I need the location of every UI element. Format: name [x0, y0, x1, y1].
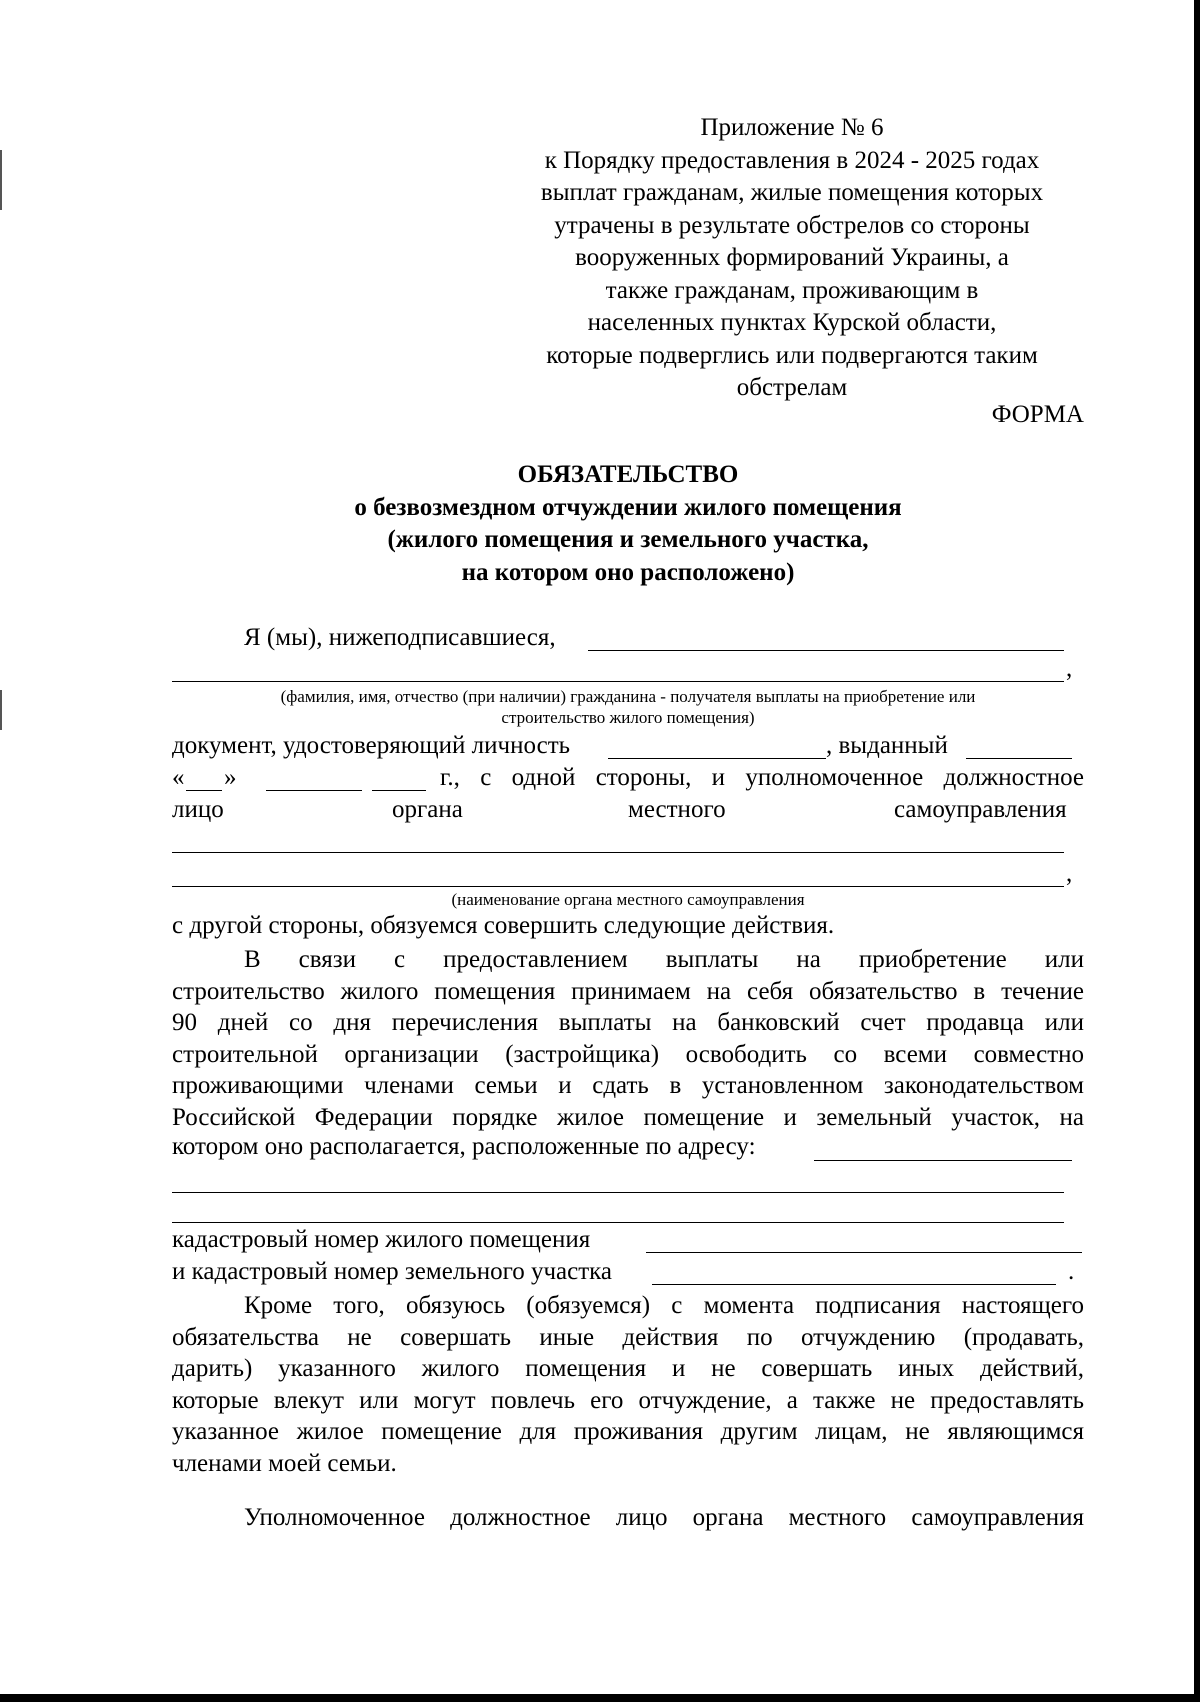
paragraph-line: обязательства не совершать иные действия по отчуждению (продавать, [172, 1323, 1084, 1351]
issued-by-field[interactable] [966, 758, 1072, 759]
scan-edge-right [1194, 0, 1200, 1702]
appendix-line: которые подверглись или подвергаются таким [546, 341, 1038, 369]
authority-name-field-cont[interactable] [172, 886, 1064, 887]
address-field[interactable] [814, 1160, 1072, 1161]
appendix-line: также гражданам, проживающим в [605, 276, 979, 304]
address-label: котором оно располагается, расположенные по адресу: [172, 1133, 756, 1160]
authority-name-field[interactable] [172, 852, 1064, 853]
citizen-name-field[interactable] [172, 681, 1064, 682]
undersigned-name-field[interactable] [588, 650, 1064, 651]
issued-label: , выданный [826, 732, 948, 759]
paragraph-line: членами моей семьи. [172, 1449, 397, 1477]
comma: , [1066, 860, 1073, 887]
id-document-field[interactable] [608, 758, 826, 759]
title-line: (жилого помещения и земельного участка, [387, 526, 869, 553]
caption-authority: (наименование органа местного самоуправления [451, 890, 805, 909]
appendix-line: утрачены в результате обстрелов со стороны [554, 211, 1030, 239]
official-word: местного [628, 796, 726, 823]
caption-citizen: (фамилия, имя, отчество (при наличии) гражданина - получателя выплаты на приобретение или [280, 687, 976, 706]
official-word: самоуправления [894, 796, 1067, 823]
issue-day-field[interactable] [186, 790, 222, 791]
title-line: о безвозмездном отчуждении жилого помещения [354, 493, 902, 521]
document-title [172, 459, 1084, 589]
date-close-quote: » [224, 764, 237, 791]
appendix-line: обстрелам [736, 374, 848, 401]
second-paragraph [172, 1290, 1084, 1479]
title-main: ОБЯЗАТЕЛЬСТВО [517, 461, 739, 488]
id-document-label: документ, удостоверяющий личность [172, 732, 571, 759]
paragraph-line: 90 дней со дня перечисления выплаты на банковский счет продавца или [172, 1009, 1084, 1036]
appendix-header [500, 112, 1084, 405]
issue-month-field[interactable] [266, 790, 362, 791]
appendix-line: населенных пунктах Курской области, [587, 309, 997, 336]
address-field-cont2[interactable] [172, 1222, 1064, 1223]
cadastral-dwelling-field[interactable] [646, 1252, 1082, 1253]
period: . [1068, 1258, 1075, 1285]
date-open-quote: « [172, 764, 185, 791]
paragraph-line: дарить) указанного жилого помещения и не совершать иных действий, [172, 1355, 1084, 1382]
cadastral-dwelling-label: кадастровый номер жилого помещения [172, 1226, 591, 1253]
appendix-number: Приложение № 6 [700, 114, 884, 141]
paragraph-line: строительство жилого помещения принимаем на себя обязательство в течение [172, 977, 1084, 1005]
issue-year-field[interactable] [372, 790, 426, 791]
paragraph-line: В связи с предоставлением выплаты на приобретение или [244, 946, 1084, 973]
paragraph-line: Кроме того, обязуюсь (обязуемся) с момента подписания настоящего [244, 1292, 1084, 1319]
undersigned-label: Я (мы), нижеподписавшиеся, [244, 624, 556, 651]
main-paragraph [172, 944, 1084, 1133]
appendix-line: вооруженных формирований Украины, а [575, 244, 1009, 271]
title-line: на котором оно расположено) [461, 558, 795, 586]
appendix-line: выплат гражданам, жилые помещения которых [540, 179, 1044, 206]
scan-mark-left-lower [0, 690, 2, 730]
paragraph-line: проживающими членами семьи и сдать в установленном законодательством [172, 1072, 1084, 1099]
appendix-line: к Порядку предоставления в 2024 - 2025 годах [544, 146, 1040, 174]
address-field-cont[interactable] [172, 1192, 1064, 1193]
paragraph-line: строительной организации (застройщика) освободить со всеми совместно [172, 1040, 1084, 1068]
year-suffix: г., с одной стороны, и уполномоченное должностное [440, 764, 1084, 791]
paragraph-line: указанное жилое помещение для проживания другим лицам, не являющимся [172, 1418, 1084, 1445]
other-side-text: с другой стороны, обязуемся совершить следующие действия. [172, 912, 835, 939]
cadastral-land-field[interactable] [652, 1284, 1056, 1285]
official-word: лицо [172, 796, 224, 823]
paragraph-line: которые влекут или могут повлечь его отчуждение, а также не предоставлять [172, 1386, 1084, 1414]
scan-mark-left [0, 150, 2, 210]
caption-citizen-cont: строительство жилого помещения) [501, 708, 755, 727]
paragraph-line: Российской Федерации порядке жилое помещение и земельный участок, на [172, 1103, 1084, 1131]
official-signature-label: Уполномоченное должностное лицо органа местного самоуправления [244, 1504, 1084, 1531]
cadastral-land-label: и кадастровый номер земельного участка [172, 1258, 613, 1285]
scan-edge-bottom [0, 1694, 1200, 1702]
official-word: органа [392, 796, 463, 823]
comma: , [1066, 655, 1073, 682]
form-label: ФОРМА [991, 401, 1084, 428]
